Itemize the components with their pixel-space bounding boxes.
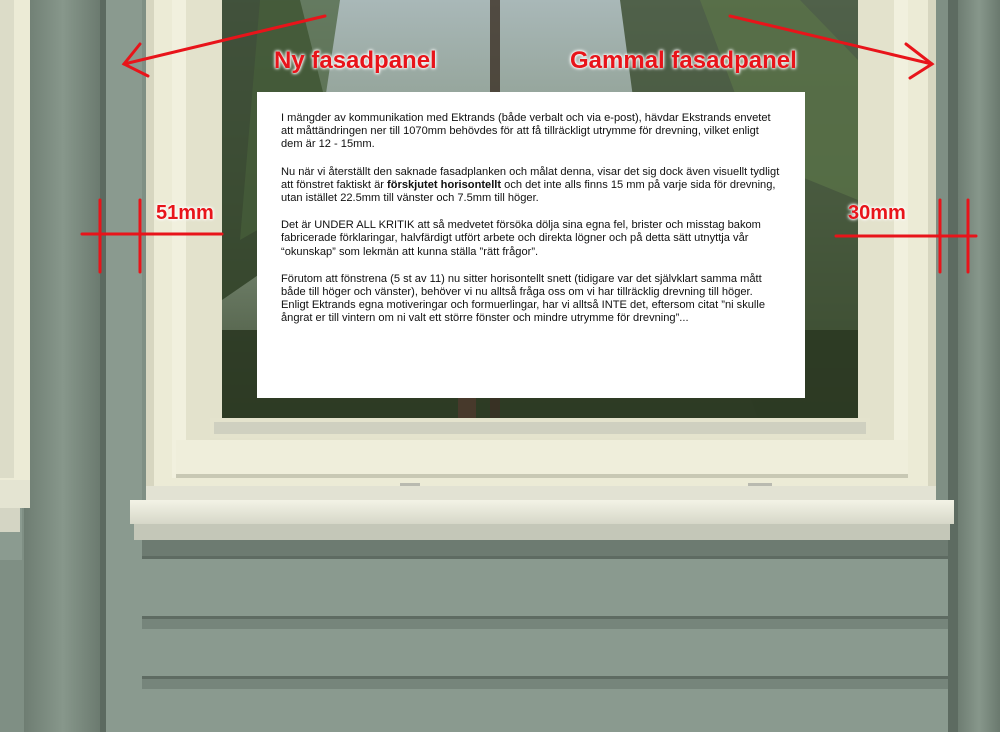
old-panel-label: Gammal fasadpanel: [570, 47, 797, 74]
left-window-edge: [0, 0, 30, 532]
paragraph-1: I mängder av kommunikation med Ektrands (både verbalt och via e-post), hävdar Ekstrands envetet att måttändringen ner till 1070mm behövdes för att få tillräckligt utrymme för drevning, vilket enligt dem är 12 - 15mm.: [281, 112, 771, 151]
paragraph-2-emphasis: förskjutet horisontellt: [387, 178, 502, 191]
siding-boards: [140, 540, 948, 732]
paragraph-2-start: Nu när vi återställt den saknade fasadplanken och målat denna, visar det sig dock även visuellt tydligt att fönstret faktiskt är: [281, 165, 780, 191]
text-overlay-box: [257, 92, 805, 398]
left-gap-measurement: 51mm: [156, 202, 214, 224]
window-sill: [130, 486, 954, 540]
new-panel-label: Ny fasadpanel: [274, 47, 437, 74]
right-gap-measurement: 30mm: [848, 202, 906, 224]
paragraph-4: Förutom att fönstrena (5 st av 11) nu sitter horisontellt snett (tidigare var det självklart samma mått både till höger och vänster), behöver vi nu alltså fråga oss om vi har tillräcklig drevning till höger. Enligt Ektrands egna motiveringar och formuerlingar, har vi alltså INTE det, eftersom citat ”ni skulle ångrat er till vintern om ni valt ett större fönster och mindre utrymme för drevning”...: [281, 272, 766, 325]
paragraph-2-end: och det inte alls finns 15 mm på varje sida för drevning, utan istället 22.5mm till vänster och 7.5mm till höger.: [281, 178, 776, 205]
paragraph-3: Det är UNDER ALL KRITIK att så medvetet försöka dölja sina egna fel, brister och misstag bakom fabricerade förklaringar, halvfärdigt utfört arbete och direkta lögner och på detta sätt utnyttja vår “okunskap” som lekmän att kunna ställa ”rätt frågor”.: [281, 219, 761, 258]
paragraph-2: [281, 166, 781, 206]
